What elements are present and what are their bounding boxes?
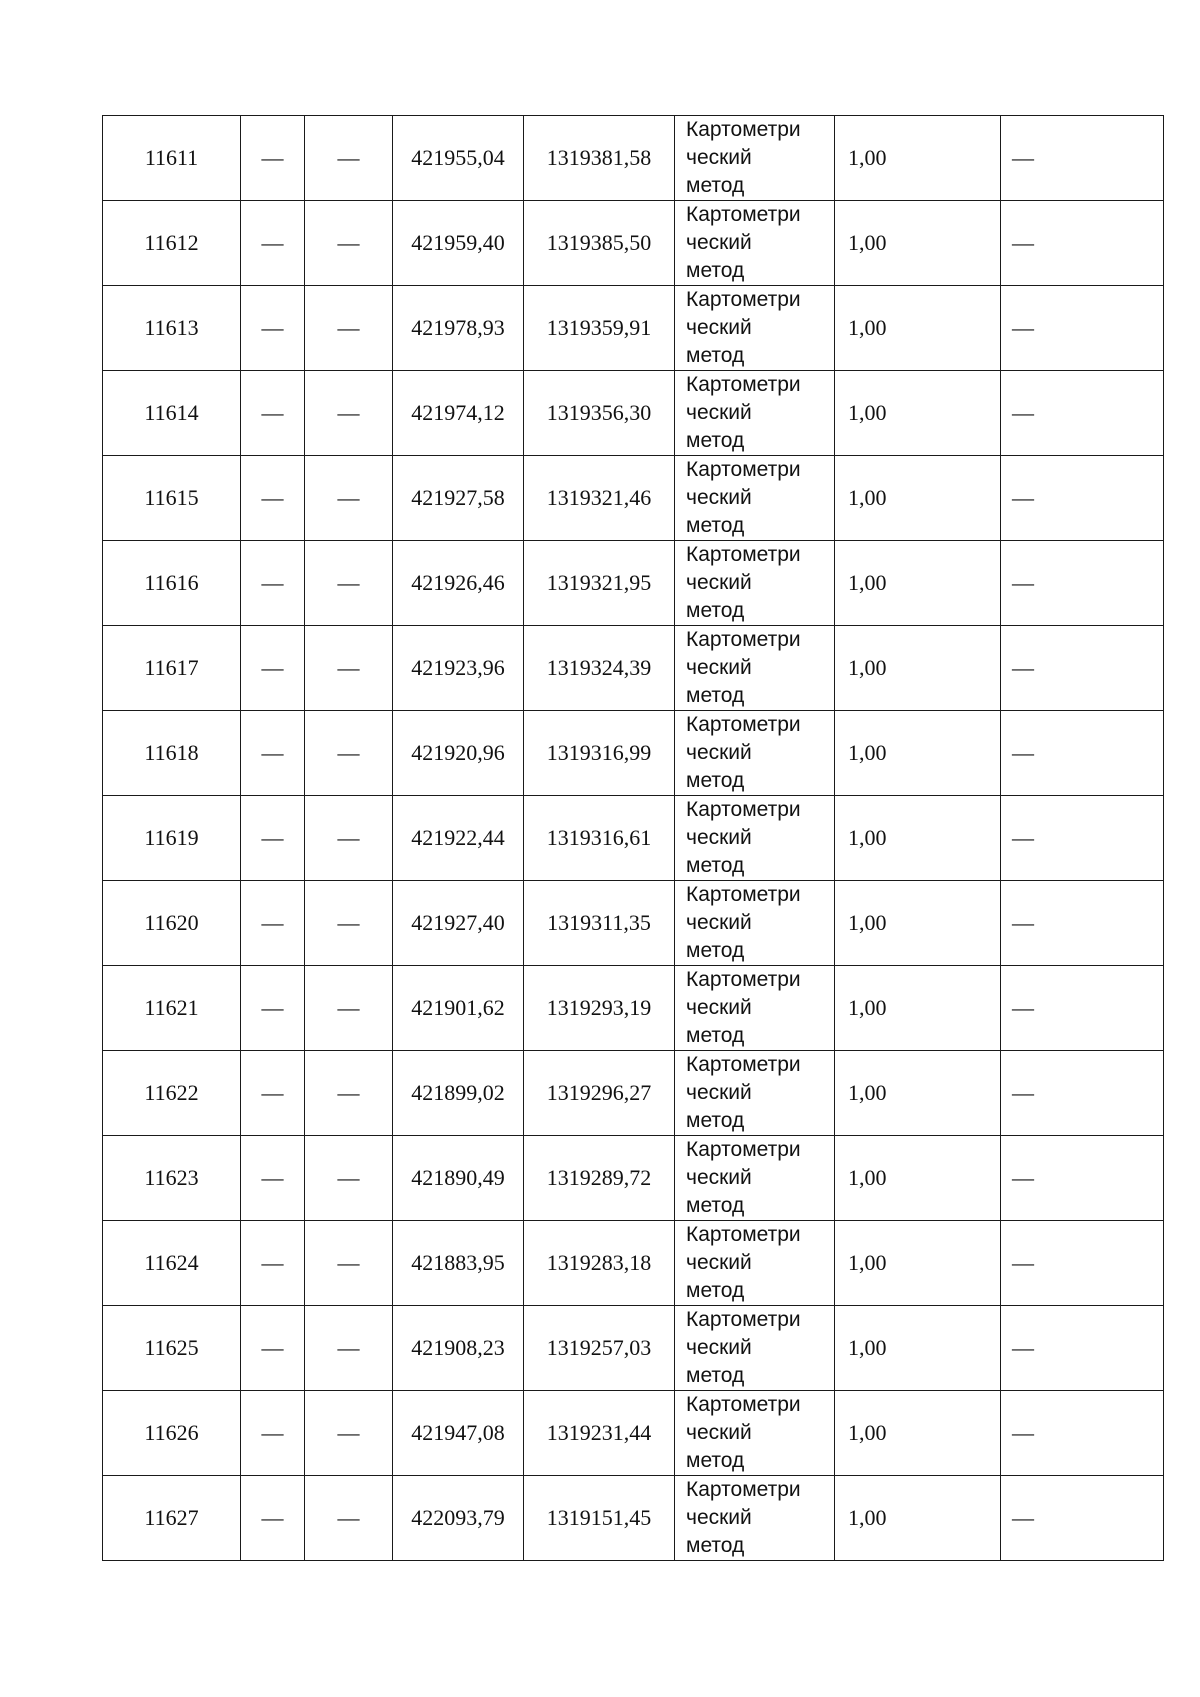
x-coordinate-cell: 421922,44 <box>393 796 524 881</box>
method-cell <box>675 1221 835 1306</box>
y-coordinate-cell: 1319356,30 <box>524 371 675 456</box>
x-coordinate-cell: 421908,23 <box>393 1306 524 1391</box>
y-coordinate-cell: 1319231,44 <box>524 1391 675 1476</box>
accuracy-cell: 1,00 <box>835 1306 1001 1391</box>
point-number-cell: 11626 <box>103 1391 241 1476</box>
empty-dash-cell: — <box>241 116 305 201</box>
method-cell <box>675 371 835 456</box>
empty-dash-cell: — <box>241 626 305 711</box>
accuracy-cell: 1,00 <box>835 456 1001 541</box>
method-cell <box>675 286 835 371</box>
table-body <box>103 116 1164 1561</box>
empty-dash-cell: — <box>1001 1221 1164 1306</box>
accuracy-cell: 1,00 <box>835 626 1001 711</box>
table-row <box>103 1391 1164 1476</box>
y-coordinate-cell: 1319321,46 <box>524 456 675 541</box>
method-line: метод <box>686 1109 745 1132</box>
method-cell <box>675 1306 835 1391</box>
y-coordinate-cell: 1319151,45 <box>524 1476 675 1561</box>
empty-dash-cell: — <box>241 1136 305 1221</box>
x-coordinate-cell: 421927,40 <box>393 881 524 966</box>
x-coordinate-cell: 421890,49 <box>393 1136 524 1221</box>
method-line: метод <box>686 1364 745 1387</box>
empty-dash-cell: — <box>1001 881 1164 966</box>
accuracy-cell: 1,00 <box>835 371 1001 456</box>
empty-dash-cell: — <box>305 286 393 371</box>
method-cell <box>675 1051 835 1136</box>
accuracy-cell: 1,00 <box>835 286 1001 371</box>
point-number-cell: 11618 <box>103 711 241 796</box>
accuracy-cell: 1,00 <box>835 1221 1001 1306</box>
method-line: Картометри <box>686 968 801 991</box>
method-line: Картометри <box>686 798 801 821</box>
method-line: метод <box>686 939 745 962</box>
method-line: Картометри <box>686 1138 801 1161</box>
method-line: Картометри <box>686 373 801 396</box>
empty-dash-cell: — <box>241 881 305 966</box>
method-cell <box>675 881 835 966</box>
method-cell <box>675 201 835 286</box>
empty-dash-cell: — <box>305 796 393 881</box>
x-coordinate-cell: 421901,62 <box>393 966 524 1051</box>
empty-dash-cell: — <box>305 881 393 966</box>
method-line: метод <box>686 344 745 367</box>
table-row <box>103 1476 1164 1561</box>
method-cell <box>675 711 835 796</box>
x-coordinate-cell: 421923,96 <box>393 626 524 711</box>
method-line: ческий <box>686 996 752 1019</box>
point-number-cell: 11615 <box>103 456 241 541</box>
table-row <box>103 1306 1164 1391</box>
empty-dash-cell: — <box>241 1306 305 1391</box>
x-coordinate-cell: 421978,93 <box>393 286 524 371</box>
empty-dash-cell: — <box>1001 456 1164 541</box>
method-line: Картометри <box>686 628 801 651</box>
table-row <box>103 881 1164 966</box>
method-cell <box>675 1476 835 1561</box>
x-coordinate-cell: 421926,46 <box>393 541 524 626</box>
empty-dash-cell: — <box>305 626 393 711</box>
method-cell <box>675 456 835 541</box>
method-line: ческий <box>686 911 752 934</box>
empty-dash-cell: — <box>241 796 305 881</box>
method-line: Картометри <box>686 1053 801 1076</box>
empty-dash-cell: — <box>305 1391 393 1476</box>
empty-dash-cell: — <box>305 201 393 286</box>
point-number-cell: 11616 <box>103 541 241 626</box>
y-coordinate-cell: 1319324,39 <box>524 626 675 711</box>
method-line: ческий <box>686 656 752 679</box>
accuracy-cell: 1,00 <box>835 1051 1001 1136</box>
empty-dash-cell: — <box>305 116 393 201</box>
method-line: метод <box>686 769 745 792</box>
method-line: ческий <box>686 826 752 849</box>
point-number-cell: 11613 <box>103 286 241 371</box>
point-number-cell: 11611 <box>103 116 241 201</box>
method-line: ческий <box>686 571 752 594</box>
table-row <box>103 1051 1164 1136</box>
accuracy-cell: 1,00 <box>835 541 1001 626</box>
method-line: метод <box>686 599 745 622</box>
point-number-cell: 11620 <box>103 881 241 966</box>
x-coordinate-cell: 421883,95 <box>393 1221 524 1306</box>
point-number-cell: 11624 <box>103 1221 241 1306</box>
method-line: ческий <box>686 1336 752 1359</box>
method-line: ческий <box>686 486 752 509</box>
coordinates-table <box>102 115 1164 1561</box>
point-number-cell: 11621 <box>103 966 241 1051</box>
accuracy-cell: 1,00 <box>835 711 1001 796</box>
method-line: Картометри <box>686 883 801 906</box>
x-coordinate-cell: 421955,04 <box>393 116 524 201</box>
method-line: Картометри <box>686 543 801 566</box>
y-coordinate-cell: 1319293,19 <box>524 966 675 1051</box>
y-coordinate-cell: 1319316,61 <box>524 796 675 881</box>
empty-dash-cell: — <box>1001 1051 1164 1136</box>
point-number-cell: 11614 <box>103 371 241 456</box>
empty-dash-cell: — <box>241 1391 305 1476</box>
point-number-cell: 11617 <box>103 626 241 711</box>
empty-dash-cell: — <box>241 711 305 796</box>
point-number-cell: 11612 <box>103 201 241 286</box>
empty-dash-cell: — <box>241 1221 305 1306</box>
method-line: метод <box>686 429 745 452</box>
point-number-cell: 11622 <box>103 1051 241 1136</box>
empty-dash-cell: — <box>1001 1136 1164 1221</box>
empty-dash-cell: — <box>305 541 393 626</box>
empty-dash-cell: — <box>1001 796 1164 881</box>
method-line: ческий <box>686 1251 752 1274</box>
empty-dash-cell: — <box>241 371 305 456</box>
empty-dash-cell: — <box>305 711 393 796</box>
method-line: ческий <box>686 741 752 764</box>
method-line: ческий <box>686 401 752 424</box>
table-row <box>103 1221 1164 1306</box>
empty-dash-cell: — <box>1001 286 1164 371</box>
accuracy-cell: 1,00 <box>835 966 1001 1051</box>
x-coordinate-cell: 421974,12 <box>393 371 524 456</box>
method-line: ческий <box>686 1081 752 1104</box>
x-coordinate-cell: 421899,02 <box>393 1051 524 1136</box>
point-number-cell: 11627 <box>103 1476 241 1561</box>
point-number-cell: 11619 <box>103 796 241 881</box>
method-line: ческий <box>686 231 752 254</box>
point-number-cell: 11625 <box>103 1306 241 1391</box>
x-coordinate-cell: 421927,58 <box>393 456 524 541</box>
empty-dash-cell: — <box>1001 201 1164 286</box>
table-row <box>103 541 1164 626</box>
method-line: Картометри <box>686 1223 801 1246</box>
empty-dash-cell: — <box>1001 1306 1164 1391</box>
method-cell <box>675 626 835 711</box>
empty-dash-cell: — <box>1001 711 1164 796</box>
table-row <box>103 456 1164 541</box>
method-line: метод <box>686 174 745 197</box>
y-coordinate-cell: 1319321,95 <box>524 541 675 626</box>
table-row <box>103 796 1164 881</box>
empty-dash-cell: — <box>305 1051 393 1136</box>
accuracy-cell: 1,00 <box>835 201 1001 286</box>
x-coordinate-cell: 421947,08 <box>393 1391 524 1476</box>
empty-dash-cell: — <box>1001 371 1164 456</box>
table-row <box>103 116 1164 201</box>
x-coordinate-cell: 421920,96 <box>393 711 524 796</box>
method-line: метод <box>686 1534 745 1557</box>
method-line: Картометри <box>686 118 801 141</box>
table-row <box>103 626 1164 711</box>
point-number-cell: 11623 <box>103 1136 241 1221</box>
y-coordinate-cell: 1319257,03 <box>524 1306 675 1391</box>
method-line: Картометри <box>686 713 801 736</box>
empty-dash-cell: — <box>241 966 305 1051</box>
accuracy-cell: 1,00 <box>835 881 1001 966</box>
method-cell <box>675 1136 835 1221</box>
y-coordinate-cell: 1319311,35 <box>524 881 675 966</box>
empty-dash-cell: — <box>305 966 393 1051</box>
method-line: метод <box>686 1024 745 1047</box>
table-row <box>103 1136 1164 1221</box>
y-coordinate-cell: 1319296,27 <box>524 1051 675 1136</box>
method-line: метод <box>686 854 745 877</box>
method-line: метод <box>686 1279 745 1302</box>
method-line: метод <box>686 1449 745 1472</box>
empty-dash-cell: — <box>305 1476 393 1561</box>
empty-dash-cell: — <box>241 1476 305 1561</box>
y-coordinate-cell: 1319316,99 <box>524 711 675 796</box>
accuracy-cell: 1,00 <box>835 796 1001 881</box>
empty-dash-cell: — <box>1001 1391 1164 1476</box>
empty-dash-cell: — <box>305 371 393 456</box>
accuracy-cell: 1,00 <box>835 116 1001 201</box>
table-row <box>103 201 1164 286</box>
method-line: ческий <box>686 1421 752 1444</box>
method-line: ческий <box>686 1166 752 1189</box>
y-coordinate-cell: 1319381,58 <box>524 116 675 201</box>
method-line: Картометри <box>686 1478 801 1501</box>
method-cell <box>675 116 835 201</box>
method-cell <box>675 541 835 626</box>
empty-dash-cell: — <box>241 201 305 286</box>
empty-dash-cell: — <box>241 456 305 541</box>
x-coordinate-cell: 422093,79 <box>393 1476 524 1561</box>
x-coordinate-cell: 421959,40 <box>393 201 524 286</box>
y-coordinate-cell: 1319283,18 <box>524 1221 675 1306</box>
method-line: метод <box>686 514 745 537</box>
method-cell <box>675 966 835 1051</box>
empty-dash-cell: — <box>1001 626 1164 711</box>
y-coordinate-cell: 1319385,50 <box>524 201 675 286</box>
method-line: Картометри <box>686 203 801 226</box>
accuracy-cell: 1,00 <box>835 1136 1001 1221</box>
empty-dash-cell: — <box>305 1136 393 1221</box>
method-cell <box>675 796 835 881</box>
empty-dash-cell: — <box>305 1306 393 1391</box>
empty-dash-cell: — <box>1001 541 1164 626</box>
empty-dash-cell: — <box>1001 116 1164 201</box>
method-line: ческий <box>686 146 752 169</box>
empty-dash-cell: — <box>1001 1476 1164 1561</box>
table-row <box>103 371 1164 456</box>
empty-dash-cell: — <box>241 286 305 371</box>
method-line: ческий <box>686 1506 752 1529</box>
empty-dash-cell: — <box>241 1051 305 1136</box>
method-line: метод <box>686 684 745 707</box>
empty-dash-cell: — <box>1001 966 1164 1051</box>
y-coordinate-cell: 1319359,91 <box>524 286 675 371</box>
table-row <box>103 966 1164 1051</box>
method-line: метод <box>686 1194 745 1217</box>
empty-dash-cell: — <box>241 541 305 626</box>
method-line: Картометри <box>686 288 801 311</box>
method-line: Картометри <box>686 1393 801 1416</box>
table-row <box>103 286 1164 371</box>
empty-dash-cell: — <box>305 1221 393 1306</box>
empty-dash-cell: — <box>305 456 393 541</box>
accuracy-cell: 1,00 <box>835 1476 1001 1561</box>
method-line: ческий <box>686 316 752 339</box>
y-coordinate-cell: 1319289,72 <box>524 1136 675 1221</box>
accuracy-cell: 1,00 <box>835 1391 1001 1476</box>
table-row <box>103 711 1164 796</box>
method-line: метод <box>686 259 745 282</box>
method-line: Картометри <box>686 1308 801 1331</box>
method-cell <box>675 1391 835 1476</box>
method-line: Картометри <box>686 458 801 481</box>
